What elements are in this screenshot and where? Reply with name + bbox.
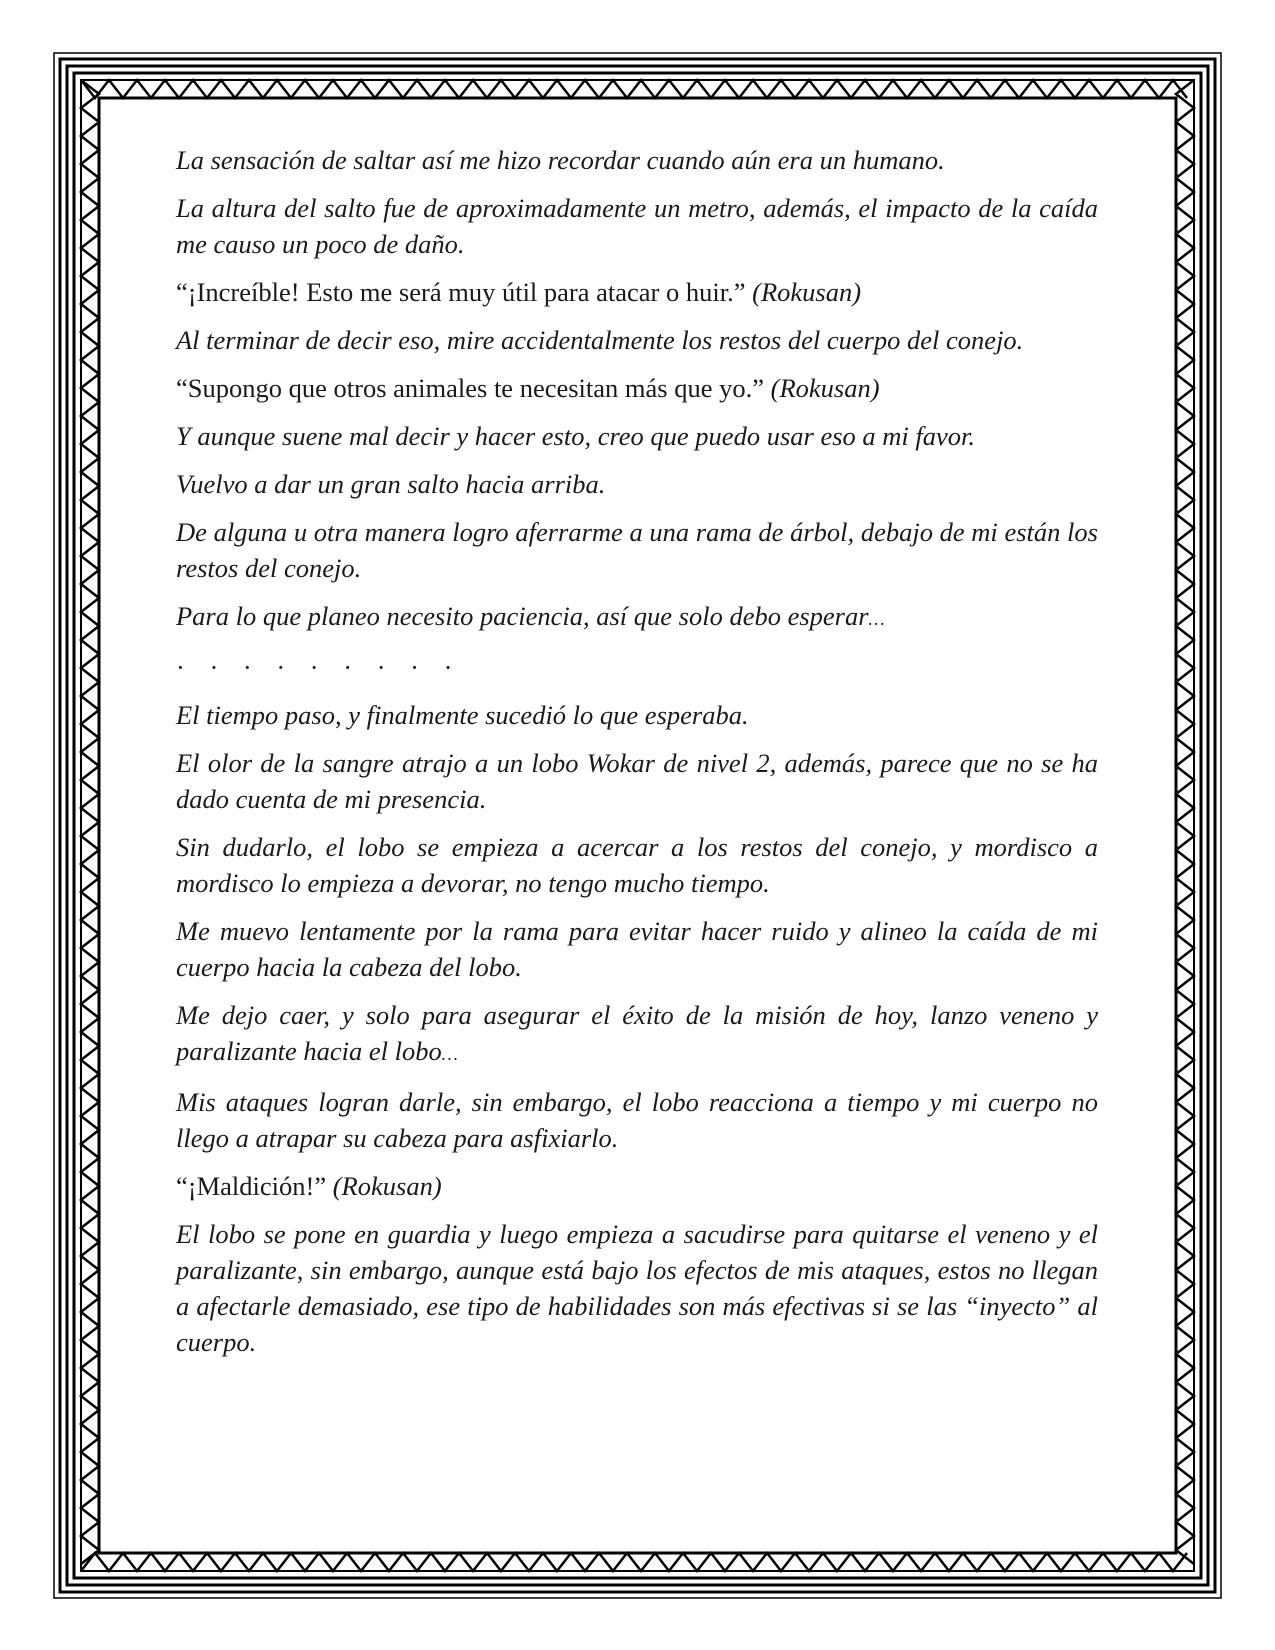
narration-paragraph: [176, 418, 1098, 454]
paragraph-text: Mis ataques logran darle, sin embargo, el lobo reacciona a tiempo y mi cuerpo no llego a atrapar su cabeza para asfixiarlo.: [176, 1087, 1098, 1153]
page-body: [176, 142, 1098, 1372]
paragraph-text: La sensación de saltar así me hizo recordar cuando aún era un humano.: [176, 145, 945, 175]
speaker-tag: (Rokusan): [770, 373, 880, 403]
narration-paragraph: [176, 514, 1098, 586]
paragraph-text: El lobo se pone en guardia y luego empieza a sacudirse para quitarse el veneno y el paralizante, sin embargo, aunque está bajo los efectos de mis ataques, estos no llegan a afectarle demasiado, ese tipo de habilidades son más efectivas si se las “inyecto” al cuerpo.: [176, 1219, 1098, 1357]
scene-break-dots: · · · · · · · · ·: [176, 652, 462, 682]
narration-paragraph: [176, 1216, 1098, 1360]
scene-break: [176, 649, 1098, 685]
narration-paragraph: [176, 1084, 1098, 1156]
paragraph-text: Me muevo lentamente por la rama para evitar hacer ruido y alineo la caída de mi cuerpo hacia la cabeza del lobo.: [176, 916, 1098, 982]
paragraph-text: Al terminar de decir eso, mire accidentalmente los restos del cuerpo del conejo.: [176, 325, 1024, 355]
narration-paragraph: [176, 142, 1098, 178]
paragraph-text: De alguna u otra manera logro aferrarme a una rama de árbol, debajo de mi están los restos del conejo.: [176, 517, 1098, 583]
paragraph-text: Y aunque suene mal decir y hacer esto, creo que puedo usar eso a mi favor.: [176, 421, 976, 451]
narration-paragraph: [176, 322, 1098, 358]
paragraph-text: Vuelvo a dar un gran salto hacia arriba.: [176, 469, 606, 499]
dialogue-text: “¡Increíble! Esto me será muy útil para atacar o huir.”: [176, 277, 746, 307]
paragraph-text: La altura del salto fue de aproximadamente un metro, además, el impacto de la caída me causo un poco de daño.: [176, 193, 1098, 259]
paragraph-text: El olor de la sangre atrajo a un lobo Wokar de nivel 2, además, parece que no se ha dado cuenta de mi presencia.: [176, 748, 1098, 814]
dialogue-text: “¡Maldición!”: [176, 1171, 327, 1201]
dialogue-paragraph: [176, 1168, 1098, 1204]
ellipsis: …: [441, 1044, 458, 1064]
narration-paragraph: [176, 598, 1098, 637]
paragraph-text: Sin dudarlo, el lobo se empieza a acercar a los restos del conejo, y mordisco a mordisco lo empieza a devorar, no tengo mucho tiempo.: [176, 832, 1098, 898]
dialogue-paragraph: [176, 370, 1098, 406]
ellipsis: …: [868, 609, 885, 629]
narration-paragraph: [176, 697, 1098, 733]
dialogue-paragraph: [176, 274, 1098, 310]
narration-paragraph: [176, 997, 1098, 1072]
speaker-tag: (Rokusan): [332, 1171, 442, 1201]
narration-paragraph: [176, 466, 1098, 502]
narration-paragraph: [176, 829, 1098, 901]
narration-paragraph: [176, 745, 1098, 817]
narration-paragraph: [176, 190, 1098, 262]
paragraph-text: Me dejo caer, y solo para asegurar el éxito de la misión de hoy, lanzo veneno y paralizante hacia el lobo: [176, 1000, 1098, 1066]
narration-paragraph: [176, 913, 1098, 985]
paragraph-text: El tiempo paso, y finalmente sucedió lo que esperaba.: [176, 700, 749, 730]
speaker-tag: (Rokusan): [752, 277, 862, 307]
paragraph-text: Para lo que planeo necesito paciencia, así que solo debo esperar: [176, 601, 869, 631]
dialogue-text: “Supongo que otros animales te necesitan más que yo.”: [176, 373, 764, 403]
